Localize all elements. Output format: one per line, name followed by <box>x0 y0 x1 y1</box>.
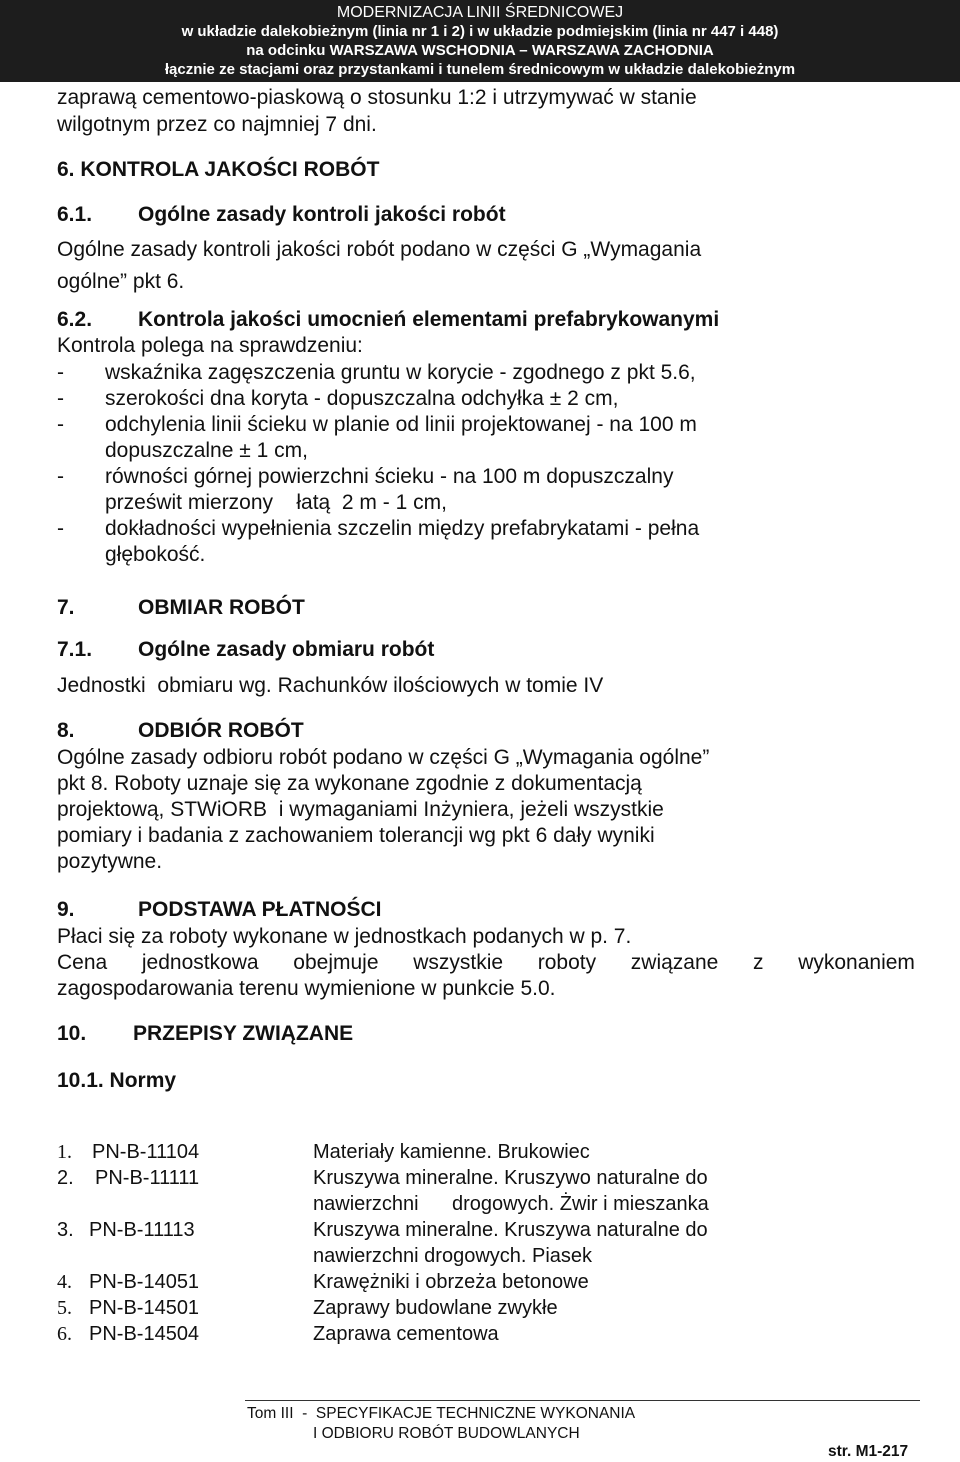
justified-word: z <box>753 951 764 974</box>
footer-volume-line-2: I ODBIORU ROBÓT BUDOWLANYCH <box>313 1425 580 1442</box>
section-8-text: pozytywne. <box>57 850 163 873</box>
footer-volume-line-1: Tom III - SPECYFIKACJE TECHNICZNE WYKONANIA <box>247 1405 636 1422</box>
list-dash: - <box>57 387 64 410</box>
page-number: str. M1-217 <box>828 1443 909 1460</box>
norm-description: nawierzchni drogowych. Żwir i mieszanka <box>313 1193 709 1215</box>
norm-description: Materiały kamienne. Brukowiec <box>313 1141 590 1163</box>
norm-code: PN-B-11113 <box>89 1219 195 1241</box>
section-6-1-title: Ogólne zasady kontroli jakości robót <box>138 203 506 226</box>
list-item-continuation: dopuszczalne ± 1 cm, <box>105 439 308 462</box>
norm-number: 1. <box>57 1141 72 1163</box>
list-item: dokładności wypełnienia szczelin między prefabrykatami - pełna <box>105 517 700 540</box>
justified-word: roboty <box>537 951 597 974</box>
intro-line-2: wilgotnym przez co najmniej 7 dni. <box>57 113 377 136</box>
justified-word: związane <box>630 951 719 974</box>
section-6-1-number: 6.1. <box>57 203 93 226</box>
list-item: równości górnej powierzchni ścieku - na 100 m dopuszczalny <box>105 465 674 488</box>
norm-number: 5. <box>57 1297 72 1319</box>
section-7-number: 7. <box>57 596 75 619</box>
section-8-text: pkt 8. Roboty uznaje się za wykonane zgodnie z dokumentacją <box>57 772 642 795</box>
section-6-2-intro: Kontrola polega na sprawdzeniu: <box>57 334 363 357</box>
header-subtitle-2: na odcinku WARSZAWA WSCHODNIA – WARSZAWA ZACHODNIA <box>246 42 714 59</box>
norm-description: Zaprawy budowlane zwykłe <box>313 1297 558 1319</box>
section-10-number: 10. <box>57 1022 87 1045</box>
norm-description: Kruszywa mineralne. Kruszywo naturalne do <box>313 1167 708 1189</box>
section-6-1-text-1: Ogólne zasady kontroli jakości robót podano w części G „Wymagania <box>57 238 702 261</box>
justified-word: obejmuje <box>293 951 379 974</box>
section-9-text-2 <box>57 951 915 975</box>
list-dash: - <box>57 413 64 436</box>
header-subtitle-1: w układzie dalekobieżnym (linia nr 1 i 2) i w układzie podmiejskim (linia nr 447 i 448) <box>181 23 779 40</box>
norm-description: Zaprawa cementowa <box>313 1323 499 1345</box>
section-8-title: ODBIÓR ROBÓT <box>138 719 304 742</box>
footer-divider <box>245 1400 920 1401</box>
section-8-text: pomiary i badania z zachowaniem tolerancji wg pkt 6 dały wyniki <box>57 824 655 847</box>
norm-code: PN-B-14051 <box>89 1271 200 1293</box>
norm-description: nawierzchni drogowych. Piasek <box>313 1245 593 1267</box>
section-6-2-number: 6.2. <box>57 308 93 331</box>
list-dash: - <box>57 465 64 488</box>
justified-word: Cena <box>57 951 108 974</box>
list-item: odchylenia linii ścieku w planie od linii projektowanej - na 100 m <box>105 413 697 436</box>
norm-code: PN-B-11104 <box>92 1141 200 1163</box>
norm-description: Kruszywa mineralne. Kruszywa naturalne do <box>313 1219 708 1241</box>
section-9-title: PODSTAWA PŁATNOŚCI <box>138 898 382 921</box>
section-9-text-1: Płaci się za roboty wykonane w jednostkach podanych w p. 7. <box>57 925 632 948</box>
norm-number: 3. <box>57 1219 74 1241</box>
section-9-text-3: zagospodarowania terenu wymienione w punkcie 5.0. <box>57 977 556 1000</box>
section-6-2-title: Kontrola jakości umocnień elementami prefabrykowanymi <box>138 308 720 331</box>
section-10-1-heading: 10.1. Normy <box>57 1069 177 1092</box>
header-title: MODERNIZACJA LINII ŚREDNICOWEJ <box>336 4 624 21</box>
justified-word: wykonaniem <box>798 951 915 974</box>
norm-code: PN-B-14501 <box>89 1297 200 1319</box>
norm-number: 6. <box>57 1323 72 1345</box>
list-dash: - <box>57 361 64 384</box>
list-item-continuation: prześwit mierzony łatą 2 m - 1 cm, <box>105 491 447 514</box>
norm-number: 2. <box>57 1167 74 1189</box>
section-6-heading: 6. KONTROLA JAKOŚCI ROBÓT <box>57 158 380 181</box>
justified-word: wszystkie <box>413 951 504 974</box>
section-9-number: 9. <box>57 898 75 921</box>
list-item: szerokości dna koryta - dopuszczalna odchyłka ± 2 cm, <box>105 387 619 410</box>
section-8-number: 8. <box>57 719 75 742</box>
section-8-text: projektową, STWiORB i wymaganiami Inżyniera, jeżeli wszystkie <box>57 798 664 821</box>
section-7-1-title: Ogólne zasady obmiaru robót <box>138 638 435 661</box>
norm-number: 4. <box>57 1271 72 1293</box>
document-header <box>0 0 960 82</box>
norm-description: Krawężniki i obrzeża betonowe <box>313 1271 589 1293</box>
norm-code: PN-B-11111 <box>95 1167 200 1189</box>
intro-line-1: zaprawą cementowo-piaskową o stosunku 1:2 i utrzymywać w stanie <box>57 86 697 109</box>
section-10-title: PRZEPISY ZWIĄZANE <box>133 1022 354 1045</box>
section-7-title: OBMIAR ROBÓT <box>138 596 305 619</box>
list-item-continuation: głębokość. <box>105 543 206 566</box>
list-item: wskaźnika zagęszczenia gruntu w korycie - zgodnego z pkt 5.6, <box>105 361 696 384</box>
list-dash: - <box>57 517 64 540</box>
section-8-text: Ogólne zasady odbioru robót podano w części G „Wymagania ogólne” <box>57 746 710 769</box>
section-6-1-text-2: ogólne” pkt 6. <box>57 270 185 293</box>
justified-word: jednostkowa <box>141 951 259 974</box>
section-7-1-number: 7.1. <box>57 638 93 661</box>
section-7-1-text: Jednostki obmiaru wg. Rachunków ilościowych w tomie IV <box>57 674 604 697</box>
header-subtitle-3: łącznie ze stacjami oraz przystankami i tunelem średnicowym w układzie dalekobieżnym <box>164 61 796 78</box>
norm-code: PN-B-14504 <box>89 1323 200 1345</box>
